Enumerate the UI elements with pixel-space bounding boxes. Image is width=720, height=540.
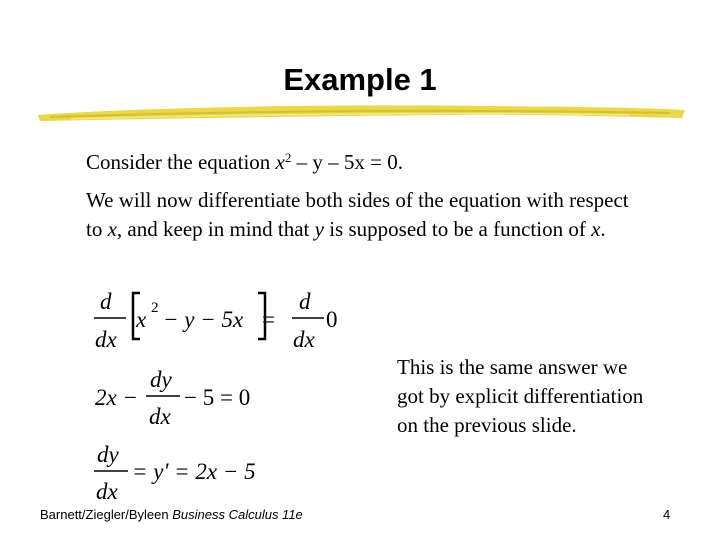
equation-3 — [90, 436, 310, 512]
slide-title: Example 1 — [283, 62, 437, 97]
eq1-mid: − y − 5x — [163, 307, 244, 332]
eq1-exp: 2 — [151, 300, 159, 316]
eq3-right: = y' = 2x − 5 — [132, 459, 256, 484]
eq1-d2: d — [299, 289, 311, 314]
intro-line: Consider the equation $x^2 - y - 5x = 0$. — [86, 150, 403, 174]
eq1-dx: dx — [95, 327, 117, 352]
eq1-x: x — [136, 307, 147, 332]
footer-citation: Barnett/Ziegler/Byleen Business Calculus 11e — [40, 507, 303, 522]
eq1-d: d — [100, 289, 112, 314]
eq3-dy: dy — [97, 442, 119, 467]
eq2-left: 2x − — [95, 385, 138, 410]
equation-2 — [90, 362, 310, 438]
eq1-equals: = — [262, 307, 275, 332]
eq2-dx: dx — [149, 404, 171, 429]
title-underline-rule — [30, 98, 690, 128]
eq2-dy: dy — [150, 367, 172, 392]
equation-1 — [90, 283, 350, 361]
eq3-dx: dx — [96, 479, 118, 504]
explanation-paragraph: We will now differentiate both sides of the equation with respect to x, and keep in mind that y is supposed to be a function of x. — [86, 188, 629, 241]
eq1-zero: 0 — [326, 307, 338, 332]
eq1-dx2: dx — [293, 327, 315, 352]
eq2-right: − 5 = 0 — [184, 385, 251, 410]
page-number: 4 — [663, 507, 671, 522]
side-note: This is the same answer we got by explicit differentiation on the previous slide. — [397, 355, 644, 437]
